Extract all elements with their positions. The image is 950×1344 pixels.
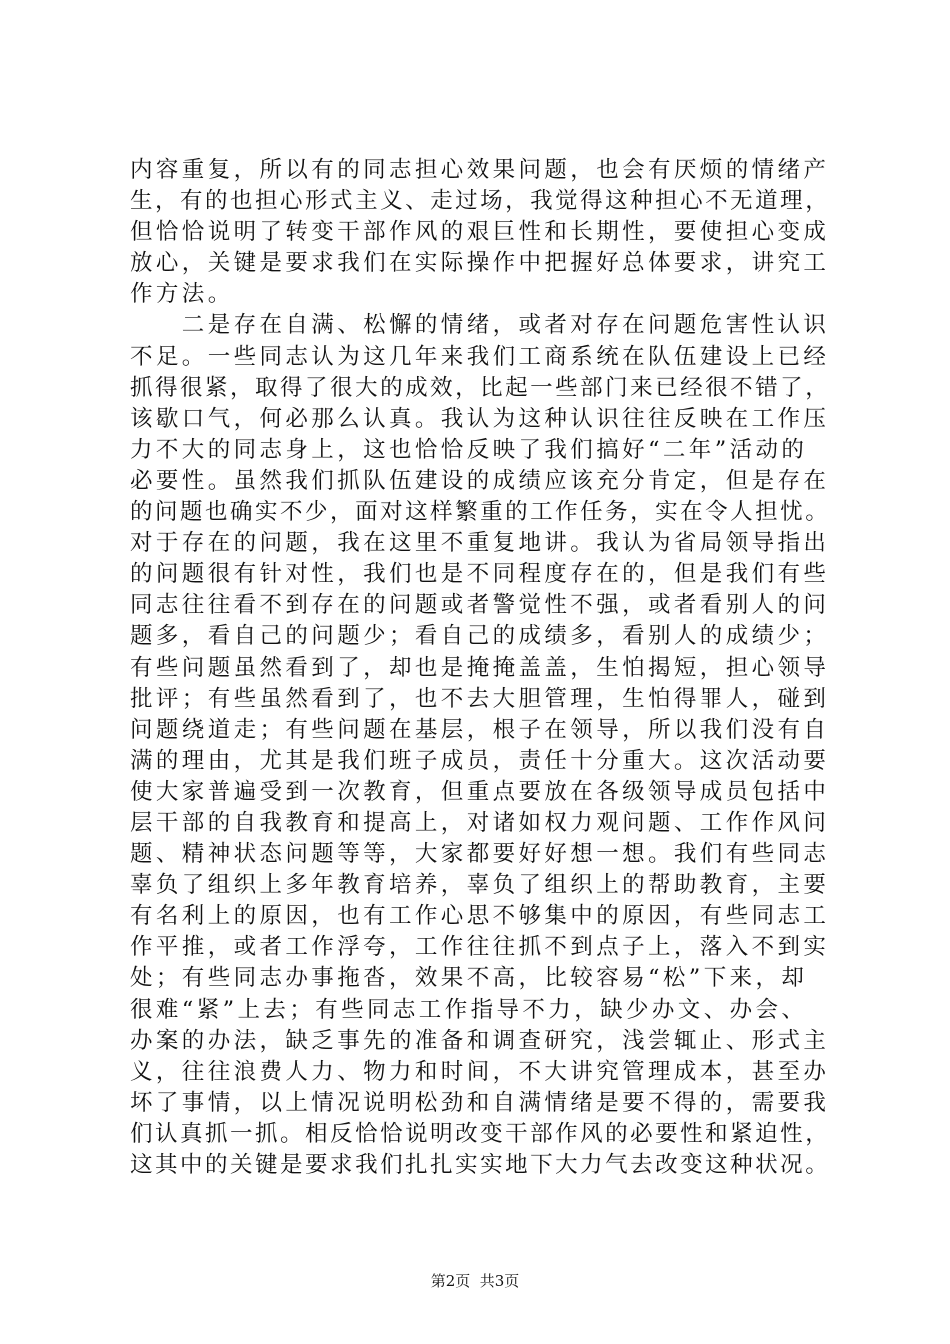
text-line: 批评；有些虽然看到了，也不去大胆管理，生怕得罪人，碰到 bbox=[130, 685, 830, 712]
text-line: 这其中的关键是要求我们扎扎实实地下大力气去改变这种状况。 bbox=[130, 1152, 831, 1178]
text-line: 放心，关键是要求我们在实际操作中把握好总体要求，讲究工 bbox=[130, 250, 830, 277]
page-footer bbox=[0, 1270, 950, 1291]
text-line: 该歇口气，何必那么认真。我认为这种认识往往反映在工作压 bbox=[130, 405, 830, 432]
page-number-label: 第2页 共3页 bbox=[430, 1272, 520, 1290]
text-line: 内容重复，所以有的同志担心效果问题，也会有厌烦的情绪产 bbox=[130, 157, 830, 183]
text-line: 问题绕道走；有些问题在基层，根子在领导，所以我们没有自 bbox=[130, 716, 830, 743]
text-line: 辜负了组织上多年教育培养，辜负了组织上的帮助教育，主要 bbox=[130, 872, 830, 899]
text-line: 有些问题虽然看到了，却也是掩掩盖盖，生怕揭短，担心领导 bbox=[130, 654, 830, 681]
text-line: 题、精神状态问题等等，大家都要好好想一想。我们有些同志 bbox=[130, 841, 830, 868]
text-line: 使大家普遍受到一次教育，但重点要放在各级领导成员包括中 bbox=[130, 778, 830, 805]
text-line: 有名利上的原因，也有工作心思不够集中的原因，有些同志工 bbox=[130, 903, 830, 930]
text-line: 题多，看自己的问题少；看自己的成绩多，看别人的成绩少； bbox=[130, 623, 830, 650]
text-line: 义，往往浪费人力、物力和时间，不大讲究管理成本，甚至办 bbox=[130, 1058, 830, 1085]
text-line: 力不大的同志身上，这也恰恰反映了我们搞好“二年”活动的 bbox=[130, 436, 808, 463]
text-line: 办案的办法，缺乏事先的准备和调查研究，浅尝辄止、形式主 bbox=[130, 1027, 830, 1054]
text-line: 作方法。 bbox=[130, 281, 234, 308]
text-line: 坏了事情，以上情况说明松劲和自满情绪是要不得的，需要我 bbox=[130, 1089, 830, 1116]
text-line: 们认真抓一抓。相反恰恰说明改变干部作风的必要性和紧迫性， bbox=[130, 1120, 831, 1147]
document-body bbox=[130, 155, 830, 1181]
text-line: 很难“紧”上去；有些同志工作指导不力，缺少办文、办会、 bbox=[130, 996, 808, 1023]
text-line: 同志往往看不到存在的问题或者警觉性不强，或者看别人的问 bbox=[130, 592, 830, 619]
text-line: 不足。一些同志认为这几年来我们工商系统在队伍建设上已经 bbox=[130, 343, 830, 370]
text-line: 的问题也确实不少，面对这样繁重的工作任务，实在令人担忧。 bbox=[130, 499, 831, 526]
text-line: 作平推，或者工作浮夸，工作往往抓不到点子上，落入不到实 bbox=[130, 934, 830, 961]
text-line: 处；有些同志办事拖沓，效果不高，比较容易“松”下来，却 bbox=[130, 965, 808, 992]
text-line: 的问题很有针对性，我们也是不同程度存在的，但是我们有些 bbox=[130, 561, 830, 588]
text-line: 层干部的自我教育和提高上，对诸如权力观问题、工作作风问 bbox=[130, 809, 830, 836]
text-line: 生，有的也担心形式主义、走过场，我觉得这种担心不无道理， bbox=[130, 188, 831, 215]
text-line: 二是存在自满、松懈的情绪，或者对存在问题危害性认识 bbox=[130, 312, 830, 339]
text-line: 对于存在的问题，我在这里不重复地讲。我认为省局领导指出 bbox=[130, 530, 830, 557]
text-line: 必要性。虽然我们抓队伍建设的成绩应该充分肯定，但是存在 bbox=[130, 467, 830, 494]
text-line: 但恰恰说明了转变干部作风的艰巨性和长期性，要使担心变成 bbox=[130, 219, 830, 246]
text-line: 满的理由，尤其是我们班子成员，责任十分重大。这次活动要 bbox=[130, 747, 830, 774]
text-line: 抓得很紧，取得了很大的成效，比起一些部门来已经很不错了， bbox=[130, 374, 831, 401]
